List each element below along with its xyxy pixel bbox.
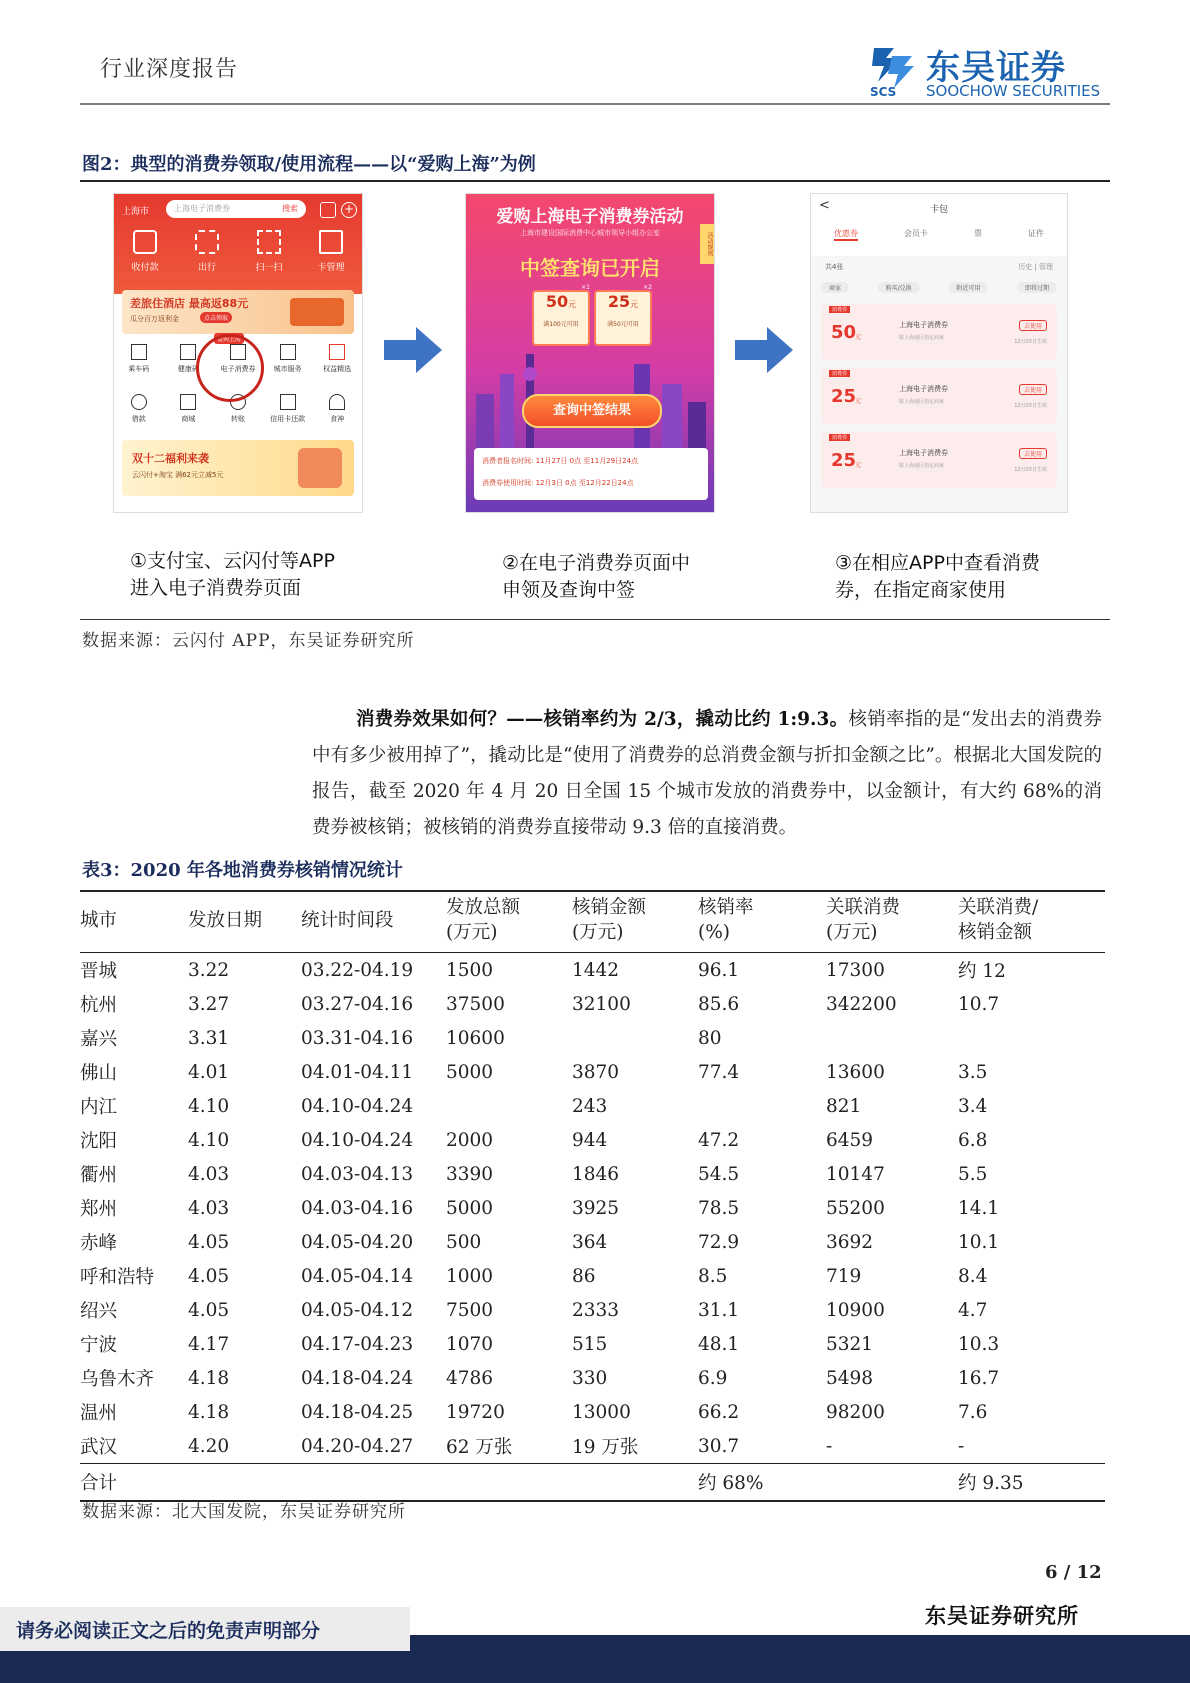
table-cell: 04.05-04.12: [301, 1299, 414, 1321]
arrow-right-icon-2: [735, 327, 793, 377]
table-cell: 10900: [826, 1299, 885, 1321]
table-cell: 85.6: [698, 993, 740, 1015]
table-cell: 03.31-04.16: [301, 1027, 414, 1049]
table-cell: 7500: [446, 1299, 494, 1321]
table-cell: 04.20-04.27: [301, 1435, 414, 1457]
message-icon: [320, 202, 336, 218]
table-cell: 364: [572, 1231, 608, 1253]
promo-tag: 爱购上海: [214, 333, 244, 344]
table-cell: 04.18-04.25: [301, 1401, 414, 1423]
table-cell: 04.03-04.13: [301, 1163, 414, 1185]
table-cell: 330: [572, 1367, 608, 1389]
logo-mark-text: SCS: [870, 85, 897, 98]
table-cell: 3390: [446, 1163, 494, 1185]
header-issued-amount: 发放总额 (万元): [446, 891, 572, 953]
table-cell: 5321: [826, 1333, 874, 1355]
table-cell: 4786: [446, 1367, 494, 1389]
table-cell: 5000: [446, 1197, 494, 1219]
table-cell: 7.6: [958, 1401, 988, 1423]
arrow-right-icon: [384, 327, 442, 377]
table-cell: 3.5: [958, 1061, 988, 1083]
table-cell: 13000: [572, 1401, 631, 1423]
table-cell: 17300: [826, 959, 885, 981]
total-cell: [301, 1464, 446, 1502]
table-cell: 03.27-04.16: [301, 993, 414, 1015]
disclaimer-box: [0, 1607, 410, 1651]
step-2-caption: ②在电子消费券页面中 申领及查询中签: [502, 552, 691, 601]
table-cell: 约 12: [958, 961, 1006, 982]
table-cell: 嘉兴: [80, 1029, 118, 1050]
history-links: 历史 | 管理: [1018, 263, 1053, 271]
table-cell: 10.7: [958, 993, 1000, 1015]
app-search-button: 搜索: [282, 204, 298, 213]
tile-scan: 扫一扫: [241, 230, 297, 273]
table-cell: 04.10-04.24: [301, 1129, 414, 1151]
table-cell: 37500: [446, 993, 505, 1015]
table-header-row: [80, 891, 1105, 953]
table-cell: -: [826, 1435, 833, 1457]
table-row: [80, 1327, 1105, 1361]
table-cell: 5.5: [958, 1163, 988, 1185]
table-row: [80, 1429, 1105, 1464]
table-cell: 16.7: [958, 1367, 1000, 1389]
table-row: [80, 1021, 1105, 1055]
table-cell: 10.1: [958, 1231, 1000, 1253]
table-cell: 武汉: [80, 1437, 118, 1458]
total-cell: [826, 1464, 958, 1502]
header-redemption-rate: 核销率 (%): [698, 891, 826, 953]
table-cell: 4.01: [188, 1061, 230, 1083]
total-cell: 合计: [80, 1464, 188, 1502]
logo-chinese-name: 东吴证券: [926, 48, 1066, 88]
total-cell: 约 68%: [698, 1464, 826, 1502]
table-cell: 62 万张: [446, 1437, 513, 1458]
table-cell: 96.1: [698, 959, 740, 981]
table-cell: 719: [826, 1265, 862, 1287]
screenshot-app-home: [113, 193, 363, 513]
header-divider: [80, 103, 1110, 105]
total-cell: [446, 1464, 572, 1502]
table-cell: 4.05: [188, 1265, 230, 1287]
header-city: 城市: [80, 891, 188, 953]
figure-source: 数据来源：云闪付 APP，东吴证券研究所: [82, 631, 415, 651]
table-cell: 沈阳: [80, 1131, 118, 1152]
coupon-50: 50元 满100元可用 ×1: [532, 290, 590, 346]
table-cell: [958, 1021, 1105, 1055]
table-cell: 1070: [446, 1333, 494, 1355]
table-total-row: [80, 1464, 1105, 1502]
location-label: 上海市: [122, 207, 150, 217]
table-cell: 4.03: [188, 1163, 230, 1185]
tile-travel: 出行: [179, 230, 235, 273]
table-cell: 1442: [572, 959, 620, 981]
company-logo: [868, 42, 1108, 102]
table-cell: 98200: [826, 1401, 885, 1423]
body-paragraph: [312, 702, 1102, 846]
table-cell: 6.9: [698, 1367, 728, 1389]
table-cell: 4.10: [188, 1095, 230, 1117]
highlight-circle: [196, 334, 264, 402]
back-icon: <: [819, 198, 830, 213]
table-cell: 500: [446, 1231, 482, 1253]
table-cell: 6.8: [958, 1129, 988, 1151]
table-cell: 47.2: [698, 1129, 740, 1151]
wallet-coupon-1: 消费券 50 元 上海电子消费券 限上海地区指定商家 去使用 12月03日生效: [821, 304, 1057, 360]
table-row: [80, 1191, 1105, 1225]
table-cell: 8.4: [958, 1265, 988, 1287]
report-type-label: 行业深度报告: [100, 57, 239, 82]
table-cell: 66.2: [698, 1401, 740, 1423]
rules-tab: 活动规则: [700, 224, 714, 264]
service-row-1: 乘车码 健康码 电子消费券 城市服务 权益精选: [114, 344, 362, 374]
table-cell: 72.9: [698, 1231, 740, 1253]
table-cell: 04.05-04.14: [301, 1265, 414, 1287]
table-cell: 4.18: [188, 1401, 230, 1423]
table-cell: 3.31: [188, 1027, 230, 1049]
table-cell: 515: [572, 1333, 608, 1355]
table-cell: 2000: [446, 1129, 494, 1151]
table-cell: 19720: [446, 1401, 505, 1423]
table-cell: 944: [572, 1129, 608, 1151]
table-cell: [446, 1089, 572, 1123]
scs-logo-icon: [868, 42, 918, 98]
table-cell: 243: [572, 1095, 608, 1117]
table-row: [80, 1259, 1105, 1293]
step-1-caption: ①支付宝、云闪付等APP 进入电子消费券页面: [130, 550, 335, 599]
table-cell: 8.5: [698, 1265, 728, 1287]
table-cell: 86: [572, 1265, 596, 1287]
table-cell: 1500: [446, 959, 494, 981]
hotel-banner: 差旅住酒店 最高返88元 瓜分百万返利金 点击领取: [122, 290, 354, 334]
campaign-headline: 中签查询已开启: [520, 256, 660, 280]
figure-title: 图2：典型的消费券领取/使用流程——以“爱购上海”为例: [82, 154, 536, 175]
table-cell: [698, 1089, 826, 1123]
table-cell: 48.1: [698, 1333, 740, 1355]
table-cell: 3925: [572, 1197, 620, 1219]
app-search-placeholder: 上海电子消费券: [174, 204, 230, 213]
table-cell: 3.27: [188, 993, 230, 1015]
table-cell: 5000: [446, 1061, 494, 1083]
table-cell: 14.1: [958, 1197, 1000, 1219]
table-row: [80, 1089, 1105, 1123]
table-cell: 内江: [80, 1097, 118, 1118]
header-issue-date: 发放日期: [188, 891, 301, 953]
table-cell: 4.18: [188, 1367, 230, 1389]
table-source: 数据来源：北大国发院，东吴证券研究所: [82, 1502, 406, 1522]
table-row: [80, 987, 1105, 1021]
wallet-coupon-3: 消费券 25 元 上海电子消费券 限上海地区指定商家 去使用 12月03日生效: [821, 432, 1057, 488]
table-row: [80, 1225, 1105, 1259]
table-cell: 10600: [446, 1027, 505, 1049]
step-3-caption: ③在相应APP中查看消费 券，在指定商家使用: [835, 552, 1040, 601]
campaign-dates: 消费者报名时间: 11月27日 0点 至11月29日24点 消费券使用时间: 12月3日 0点 至12月22日24点: [474, 448, 708, 500]
paragraph-lead: 消费券效果如何？——核销率约为 2/3，撬动比约 1:9.3。: [356, 709, 849, 730]
table-cell: 3870: [572, 1061, 620, 1083]
table-cell: 6459: [826, 1129, 874, 1151]
query-result-button: 查询中签结果: [522, 394, 662, 428]
table-cell: 5498: [826, 1367, 874, 1389]
table-cell: 佛山: [80, 1063, 118, 1084]
table-cell: 4.03: [188, 1197, 230, 1219]
logo-english-name: SOOCHOW SECURITIES: [926, 82, 1101, 100]
table-row: [80, 1157, 1105, 1191]
table-cell: 温州: [80, 1403, 118, 1424]
total-cell: [188, 1464, 301, 1502]
table-row: [80, 1293, 1105, 1327]
table-cell: 04.17-04.23: [301, 1333, 414, 1355]
total-cell: 约 9.35: [958, 1464, 1105, 1502]
table-cell: 4.05: [188, 1231, 230, 1253]
table-row: [80, 1123, 1105, 1157]
table-cell: 10147: [826, 1163, 885, 1185]
service-row-2: 借款 商城 转账 信用卡还款 食神: [114, 394, 362, 424]
page-number: 6 / 12: [1045, 1562, 1102, 1583]
app-search-box: [166, 200, 306, 218]
table-cell: 2333: [572, 1299, 620, 1321]
table-cell: 04.05-04.20: [301, 1231, 414, 1253]
table-cell: 郑州: [80, 1199, 118, 1220]
figure-top-rule: [80, 180, 1110, 182]
table-cell: 1846: [572, 1163, 620, 1185]
table-cell: 绍兴: [80, 1301, 118, 1322]
header-leverage-ratio: 关联消费/ 核销金额: [958, 891, 1105, 953]
table-cell: 55200: [826, 1197, 885, 1219]
header-period: 统计时间段: [301, 891, 446, 953]
campaign-subtitle: 上海市建设国际消费中心城市领导小组办公室: [520, 229, 660, 237]
table-cell: -: [958, 1435, 965, 1457]
table-cell: 80: [698, 1027, 722, 1049]
table-cell: 3.4: [958, 1095, 988, 1117]
table-cell: 78.5: [698, 1197, 740, 1219]
app-main-tiles: [114, 230, 362, 273]
table-cell: 19 万张: [572, 1437, 639, 1458]
footer-brand: 东吴证券研究所: [925, 1603, 1079, 1628]
header-redeemed-amount: 核销金额 (万元): [572, 891, 698, 953]
table-cell: 04.01-04.11: [301, 1061, 414, 1083]
table-cell: 04.03-04.16: [301, 1197, 414, 1219]
table-cell: 衢州: [80, 1165, 118, 1186]
table-row: [80, 953, 1105, 988]
screenshot-wallet: [810, 193, 1068, 513]
table-cell: 呼和浩特: [80, 1267, 155, 1288]
plus-icon: +: [341, 202, 357, 218]
table-cell: 宁波: [80, 1335, 118, 1356]
wallet-filters: 商家 购买/兑换 附近可用 即将过期: [821, 282, 1057, 293]
table-cell: 10.3: [958, 1333, 1000, 1355]
table-cell: 3.22: [188, 959, 230, 981]
table-cell: [826, 1021, 958, 1055]
table-cell: 4.05: [188, 1299, 230, 1321]
table-cell: 4.20: [188, 1435, 230, 1457]
table-cell: 31.1: [698, 1299, 740, 1321]
tile-pay: 收付款: [117, 230, 173, 273]
wallet-tabs: 优惠券 会员卡 票 证件: [811, 228, 1067, 241]
header-related-consumption: 关联消费 (万元): [826, 891, 958, 953]
table-cell: 赤峰: [80, 1233, 118, 1254]
table-cell: 821: [826, 1095, 862, 1117]
disclaimer-text: 请务必阅读正文之后的免责声明部分: [16, 1620, 321, 1642]
table-row: [80, 1395, 1105, 1429]
figure-bottom-rule: [80, 619, 1110, 620]
table-cell: [572, 1021, 698, 1055]
table-cell: 4.17: [188, 1333, 230, 1355]
wallet-coupon-2: 消费券 25 元 上海电子消费券 限上海地区指定商家 去使用 12月03日生效: [821, 368, 1057, 424]
table-cell: 32100: [572, 993, 631, 1015]
paragraph-body: 核销率指的是“发出去的消费券中有多少被用掉了”，撬动比是“使用了消费券的总消费金额与折扣金额之比”。根据北大国发院的报告，截至 2020 年 4 月 20 日全国 15 个城市发放的消费券中，以金额计，有大约 68%的消费券被核销；被核销的消费券直接带动 9.3 倍的直接消费。: [312, 709, 1102, 838]
table-row: [80, 1055, 1105, 1089]
table-cell: 晋城: [80, 961, 118, 982]
table-row: [80, 1361, 1105, 1395]
table-cell: 30.7: [698, 1435, 740, 1457]
screenshot-campaign: [465, 193, 715, 513]
promo-banner: 双十二福利来袭 云闪付+淘宝 满62元立减5元: [122, 440, 354, 496]
table-cell: 03.22-04.19: [301, 959, 414, 981]
table-title: 表3：2020 年各地消费券核销情况统计: [82, 860, 403, 881]
coupon-25: 25元 满50元可用 ×2: [594, 290, 652, 346]
table-cell: 杭州: [80, 995, 118, 1016]
table-cell: 乌鲁木齐: [80, 1369, 155, 1390]
tile-cards: 卡管理: [303, 230, 359, 273]
table-cell: 1000: [446, 1265, 494, 1287]
campaign-title: 爱购上海电子消费券活动: [496, 207, 684, 227]
table-cell: 3692: [826, 1231, 874, 1253]
table-cell: 04.10-04.24: [301, 1095, 414, 1117]
total-cell: [572, 1464, 698, 1502]
coupon-redemption-table: [80, 890, 1105, 1502]
coupon-count: 共4张: [825, 263, 844, 271]
wallet-title: 卡包: [929, 205, 948, 215]
table-cell: 4.10: [188, 1129, 230, 1151]
table-cell: 77.4: [698, 1061, 740, 1083]
table-cell: 13600: [826, 1061, 885, 1083]
table-cell: 54.5: [698, 1163, 740, 1185]
table-cell: 342200: [826, 993, 897, 1015]
table-cell: 04.18-04.24: [301, 1367, 414, 1389]
table-cell: 4.7: [958, 1299, 988, 1321]
